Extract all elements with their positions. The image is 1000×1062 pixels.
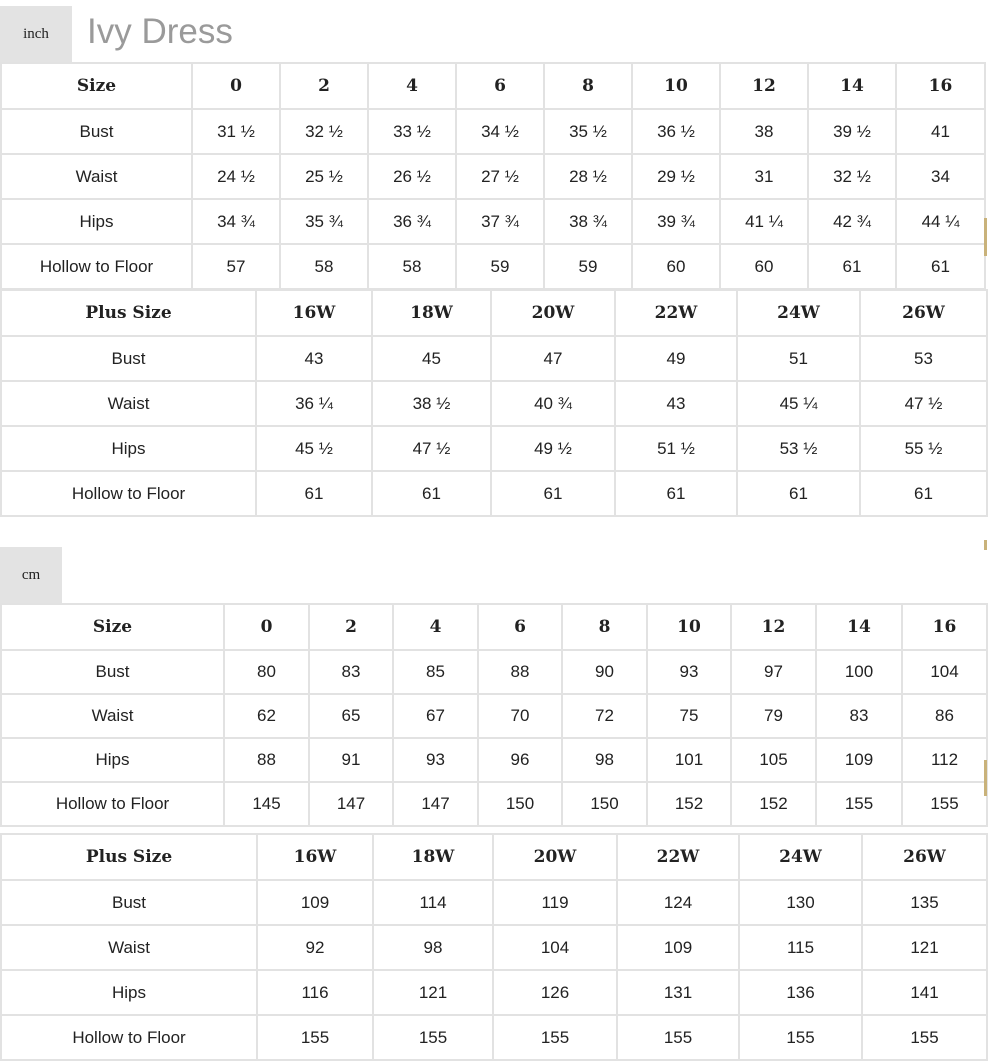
measurement-value: 61 xyxy=(256,471,372,516)
measurement-value: 116 xyxy=(257,970,373,1015)
measurement-value: 61 xyxy=(615,471,737,516)
measurement-value: 61 xyxy=(860,471,987,516)
table-row xyxy=(1,109,985,154)
table-row xyxy=(1,970,987,1015)
measurement-value: 70 xyxy=(478,694,562,738)
measurement-label: Bust xyxy=(1,880,257,925)
unit-tab-cm[interactable]: cm xyxy=(0,547,62,604)
measurement-value: 36 ¾ xyxy=(368,199,456,244)
table-header-row xyxy=(1,604,987,650)
table-header-row xyxy=(1,290,987,336)
measurement-label: Bust xyxy=(1,109,192,154)
edge-decoration xyxy=(984,218,987,256)
header-label: Size xyxy=(1,604,224,650)
measurement-value: 101 xyxy=(647,738,731,782)
measurement-value: 34 ½ xyxy=(456,109,544,154)
measurement-value: 98 xyxy=(373,925,493,970)
size-header-cell: 14 xyxy=(808,63,896,109)
measurement-value: 147 xyxy=(309,782,393,826)
measurement-value: 79 xyxy=(731,694,816,738)
size-header-cell: 16W xyxy=(257,834,373,880)
measurement-value: 35 ¾ xyxy=(280,199,368,244)
size-header-cell: 16 xyxy=(902,604,987,650)
header-label: Plus Size xyxy=(1,834,257,880)
measurement-value: 155 xyxy=(493,1015,617,1060)
measurement-value: 147 xyxy=(393,782,478,826)
measurement-label: Waist xyxy=(1,381,256,426)
table-row xyxy=(1,694,987,738)
measurement-label: Bust xyxy=(1,650,224,694)
measurement-value: 37 ¾ xyxy=(456,199,544,244)
measurement-value: 43 xyxy=(256,336,372,381)
measurement-value: 90 xyxy=(562,650,647,694)
size-header-cell: 24W xyxy=(739,834,862,880)
measurement-value: 98 xyxy=(562,738,647,782)
measurement-value: 93 xyxy=(647,650,731,694)
measurement-value: 83 xyxy=(309,650,393,694)
measurement-value: 59 xyxy=(544,244,632,289)
table-row xyxy=(1,426,987,471)
page-title: Ivy Dress xyxy=(87,12,233,51)
measurement-value: 51 ½ xyxy=(615,426,737,471)
measurement-value: 136 xyxy=(739,970,862,1015)
measurement-value: 25 ½ xyxy=(280,154,368,199)
measurement-label: Hollow to Floor xyxy=(1,782,224,826)
measurement-value: 61 xyxy=(737,471,860,516)
measurement-value: 38 ¾ xyxy=(544,199,632,244)
measurement-label: Waist xyxy=(1,154,192,199)
measurement-value: 34 ¾ xyxy=(192,199,280,244)
measurement-value: 40 ¾ xyxy=(491,381,615,426)
measurement-value: 62 xyxy=(224,694,309,738)
table-header-row xyxy=(1,63,985,109)
measurement-value: 49 ½ xyxy=(491,426,615,471)
measurement-value: 58 xyxy=(368,244,456,289)
measurement-label: Hips xyxy=(1,738,224,782)
measurement-value: 72 xyxy=(562,694,647,738)
measurement-value: 67 xyxy=(393,694,478,738)
measurement-value: 91 xyxy=(309,738,393,782)
size-header-cell: 12 xyxy=(731,604,816,650)
measurement-value: 31 xyxy=(720,154,808,199)
cm-plus-size-table xyxy=(0,833,988,1061)
measurement-label: Hips xyxy=(1,199,192,244)
measurement-value: 38 ½ xyxy=(372,381,491,426)
measurement-value: 131 xyxy=(617,970,739,1015)
size-header-cell: 0 xyxy=(192,63,280,109)
size-header-cell: 16 xyxy=(896,63,985,109)
inch-standard-size-table xyxy=(0,62,986,290)
table-row xyxy=(1,154,985,199)
measurement-value: 75 xyxy=(647,694,731,738)
measurement-value: 42 ¾ xyxy=(808,199,896,244)
measurement-value: 32 ½ xyxy=(808,154,896,199)
size-header-cell: 24W xyxy=(737,290,860,336)
cm-standard-size-table xyxy=(0,603,988,827)
measurement-value: 44 ¼ xyxy=(896,199,985,244)
measurement-value: 145 xyxy=(224,782,309,826)
table-row xyxy=(1,880,987,925)
measurement-value: 31 ½ xyxy=(192,109,280,154)
measurement-value: 124 xyxy=(617,880,739,925)
size-header-cell: 12 xyxy=(720,63,808,109)
measurement-value: 61 xyxy=(896,244,985,289)
measurement-value: 86 xyxy=(902,694,987,738)
measurement-value: 65 xyxy=(309,694,393,738)
measurement-label: Bust xyxy=(1,336,256,381)
measurement-value: 155 xyxy=(902,782,987,826)
table-row xyxy=(1,336,987,381)
measurement-value: 51 xyxy=(737,336,860,381)
measurement-value: 35 ½ xyxy=(544,109,632,154)
measurement-value: 97 xyxy=(731,650,816,694)
unit-tab-inch[interactable]: inch xyxy=(0,6,72,63)
size-header-cell: 8 xyxy=(544,63,632,109)
measurement-value: 83 xyxy=(816,694,902,738)
measurement-value: 29 ½ xyxy=(632,154,720,199)
measurement-value: 119 xyxy=(493,880,617,925)
measurement-value: 33 ½ xyxy=(368,109,456,154)
measurement-value: 38 xyxy=(720,109,808,154)
measurement-value: 109 xyxy=(816,738,902,782)
measurement-value: 45 xyxy=(372,336,491,381)
size-header-cell: 16W xyxy=(256,290,372,336)
measurement-value: 53 xyxy=(860,336,987,381)
measurement-value: 45 ¼ xyxy=(737,381,860,426)
table-row xyxy=(1,199,985,244)
measurement-value: 152 xyxy=(647,782,731,826)
measurement-value: 41 ¼ xyxy=(720,199,808,244)
measurement-value: 115 xyxy=(739,925,862,970)
measurement-label: Hollow to Floor xyxy=(1,244,192,289)
measurement-value: 104 xyxy=(902,650,987,694)
table-row xyxy=(1,381,987,426)
measurement-label: Hips xyxy=(1,426,256,471)
size-header-cell: 22W xyxy=(617,834,739,880)
measurement-value: 80 xyxy=(224,650,309,694)
size-header-cell: 4 xyxy=(393,604,478,650)
measurement-value: 155 xyxy=(617,1015,739,1060)
measurement-value: 34 xyxy=(896,154,985,199)
header-label: Plus Size xyxy=(1,290,256,336)
measurement-value: 55 ½ xyxy=(860,426,987,471)
measurement-value: 155 xyxy=(862,1015,987,1060)
measurement-value: 57 xyxy=(192,244,280,289)
size-header-cell: 26W xyxy=(860,290,987,336)
measurement-value: 92 xyxy=(257,925,373,970)
measurement-value: 109 xyxy=(257,880,373,925)
measurement-value: 36 ½ xyxy=(632,109,720,154)
measurement-value: 109 xyxy=(617,925,739,970)
measurement-value: 155 xyxy=(257,1015,373,1060)
measurement-label: Hips xyxy=(1,970,257,1015)
measurement-value: 126 xyxy=(493,970,617,1015)
measurement-value: 104 xyxy=(493,925,617,970)
edge-decoration xyxy=(984,540,987,550)
table-header-row xyxy=(1,834,987,880)
measurement-value: 85 xyxy=(393,650,478,694)
size-header-cell: 0 xyxy=(224,604,309,650)
table-row xyxy=(1,244,985,289)
size-header-cell: 6 xyxy=(478,604,562,650)
measurement-value: 47 ½ xyxy=(372,426,491,471)
measurement-value: 61 xyxy=(491,471,615,516)
measurement-value: 155 xyxy=(816,782,902,826)
table-row xyxy=(1,650,987,694)
measurement-value: 150 xyxy=(562,782,647,826)
measurement-value: 47 xyxy=(491,336,615,381)
measurement-value: 114 xyxy=(373,880,493,925)
measurement-value: 121 xyxy=(862,925,987,970)
measurement-value: 105 xyxy=(731,738,816,782)
inch-plus-size-table xyxy=(0,289,988,517)
measurement-value: 47 ½ xyxy=(860,381,987,426)
measurement-value: 61 xyxy=(372,471,491,516)
measurement-value: 24 ½ xyxy=(192,154,280,199)
size-header-cell: 20W xyxy=(493,834,617,880)
measurement-value: 27 ½ xyxy=(456,154,544,199)
measurement-value: 121 xyxy=(373,970,493,1015)
measurement-value: 155 xyxy=(739,1015,862,1060)
size-header-cell: 2 xyxy=(309,604,393,650)
measurement-value: 58 xyxy=(280,244,368,289)
measurement-value: 135 xyxy=(862,880,987,925)
measurement-value: 150 xyxy=(478,782,562,826)
measurement-value: 155 xyxy=(373,1015,493,1060)
size-header-cell: 20W xyxy=(491,290,615,336)
measurement-value: 28 ½ xyxy=(544,154,632,199)
edge-decoration xyxy=(984,760,987,796)
size-header-cell: 18W xyxy=(372,290,491,336)
measurement-value: 141 xyxy=(862,970,987,1015)
measurement-value: 60 xyxy=(720,244,808,289)
size-header-cell: 10 xyxy=(647,604,731,650)
table-row xyxy=(1,1015,987,1060)
measurement-value: 32 ½ xyxy=(280,109,368,154)
measurement-value: 152 xyxy=(731,782,816,826)
measurement-value: 41 xyxy=(896,109,985,154)
measurement-label: Hollow to Floor xyxy=(1,471,256,516)
measurement-value: 130 xyxy=(739,880,862,925)
measurement-value: 100 xyxy=(816,650,902,694)
table-row xyxy=(1,782,987,826)
measurement-value: 88 xyxy=(478,650,562,694)
measurement-label: Waist xyxy=(1,925,257,970)
size-header-cell: 26W xyxy=(862,834,987,880)
measurement-value: 45 ½ xyxy=(256,426,372,471)
table-row xyxy=(1,925,987,970)
size-header-cell: 4 xyxy=(368,63,456,109)
measurement-value: 88 xyxy=(224,738,309,782)
measurement-value: 112 xyxy=(902,738,987,782)
size-header-cell: 6 xyxy=(456,63,544,109)
size-header-cell: 22W xyxy=(615,290,737,336)
measurement-value: 93 xyxy=(393,738,478,782)
measurement-value: 96 xyxy=(478,738,562,782)
measurement-value: 49 xyxy=(615,336,737,381)
header-label: Size xyxy=(1,63,192,109)
measurement-value: 26 ½ xyxy=(368,154,456,199)
measurement-value: 60 xyxy=(632,244,720,289)
table-row xyxy=(1,471,987,516)
measurement-label: Waist xyxy=(1,694,224,738)
table-row xyxy=(1,738,987,782)
measurement-label: Hollow to Floor xyxy=(1,1015,257,1060)
measurement-value: 43 xyxy=(615,381,737,426)
measurement-value: 61 xyxy=(808,244,896,289)
size-header-cell: 8 xyxy=(562,604,647,650)
measurement-value: 36 ¼ xyxy=(256,381,372,426)
measurement-value: 39 ¾ xyxy=(632,199,720,244)
size-header-cell: 10 xyxy=(632,63,720,109)
measurement-value: 59 xyxy=(456,244,544,289)
size-header-cell: 18W xyxy=(373,834,493,880)
size-header-cell: 14 xyxy=(816,604,902,650)
measurement-value: 39 ½ xyxy=(808,109,896,154)
size-header-cell: 2 xyxy=(280,63,368,109)
measurement-value: 53 ½ xyxy=(737,426,860,471)
